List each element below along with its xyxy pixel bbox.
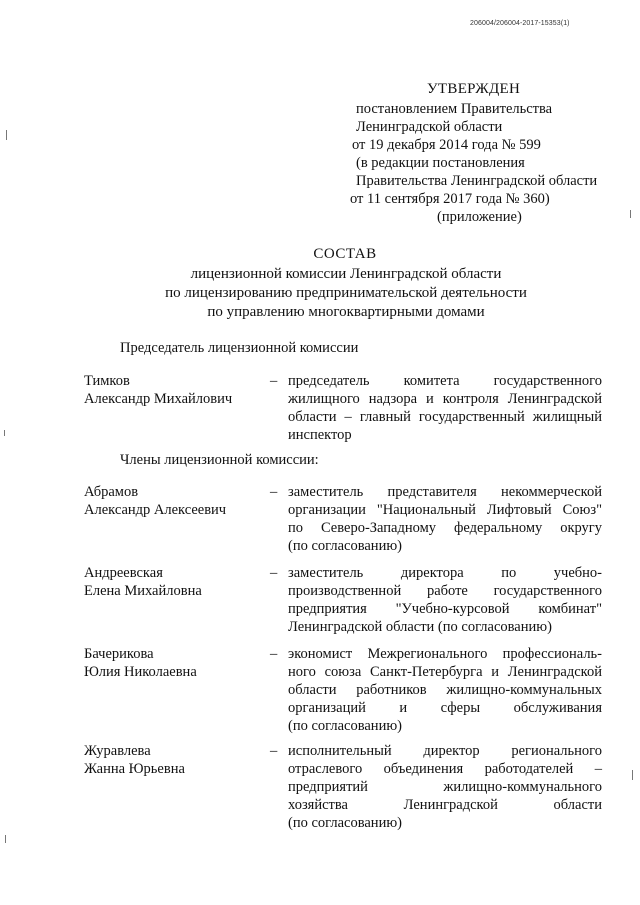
scan-artifact <box>630 210 631 218</box>
heading-title: СОСТАВ <box>313 246 377 262</box>
approved-line: Ленинградской области <box>356 119 503 135</box>
approved-line: Правительства Ленинградской области <box>356 173 598 189</box>
role-line: ного союза Санкт-Петербурга и Ленинградской <box>288 664 602 680</box>
role-line: хозяйства Ленинградской области <box>288 797 602 813</box>
person-given-names: Александр Михайлович <box>84 391 233 407</box>
dash-separator: – <box>270 373 278 389</box>
chair-section-label: Председатель лицензионной комиссии <box>120 340 359 356</box>
person-surname: Абрамов <box>84 484 139 500</box>
person-name <box>84 372 274 408</box>
person-name <box>84 645 274 681</box>
document-id: 206004/206004-2017-15353(1) <box>470 20 570 27</box>
scan-artifact <box>6 130 7 140</box>
person-surname: Андреевская <box>84 565 163 581</box>
scan-artifact <box>632 770 633 780</box>
person-role <box>288 372 602 444</box>
role-line: председатель комитета государственного <box>288 373 602 389</box>
role-line: отраслевого объединения работодателей – <box>288 761 602 777</box>
role-line: производственной работе государственного <box>288 583 602 599</box>
document-heading <box>0 246 640 322</box>
person-role <box>288 564 602 636</box>
dash-separator: – <box>270 565 278 581</box>
role-line: экономист Межрегионального профессиональ- <box>288 646 602 662</box>
role-line: (по согласованию) <box>288 538 402 554</box>
person-given-names: Елена Михайловна <box>84 583 202 599</box>
approved-line: от 11 сентября 2017 года № 360) <box>350 191 550 207</box>
scan-artifact <box>5 835 6 843</box>
role-line: организации "Национальный Лифтовый Союз" <box>288 502 602 518</box>
approved-line: (в редакции постановления <box>356 155 525 171</box>
role-line: предприятий жилищно-коммунального <box>288 779 602 795</box>
heading-line: по лицензированию предпринимательской деятельности <box>165 285 527 301</box>
approval-stamp-block <box>342 80 632 226</box>
person-role <box>288 645 602 735</box>
role-line: организаций и сферы обслуживания <box>288 700 602 716</box>
dash-separator: – <box>270 646 278 662</box>
person-name <box>84 742 274 778</box>
dash-separator: – <box>270 484 278 500</box>
role-line: предприятия "Учебно-курсовой комбинат" <box>288 601 602 617</box>
heading-line: лицензионной комиссии Ленинградской области <box>190 266 502 282</box>
approved-line: постановлением Правительства <box>356 101 553 117</box>
role-line: Ленинградской области (по согласованию) <box>288 619 552 635</box>
person-role <box>288 483 602 555</box>
role-line: инспектор <box>288 427 352 443</box>
role-line: области работников жилищно-коммунальных <box>288 682 602 698</box>
approved-line: от 19 декабря 2014 года № 599 <box>352 137 541 153</box>
person-surname: Тимков <box>84 373 130 389</box>
scan-artifact <box>4 430 5 436</box>
person-surname: Журавлева <box>84 743 151 759</box>
person-given-names: Юлия Николаевна <box>84 664 197 680</box>
role-line: (по согласованию) <box>288 718 402 734</box>
role-line: (по согласованию) <box>288 815 402 831</box>
role-line: заместитель директора по учебно- <box>288 565 602 581</box>
person-given-names: Александр Алексеевич <box>84 502 227 518</box>
person-name <box>84 564 274 600</box>
members-section-label: Члены лицензионной комиссии: <box>120 452 319 468</box>
person-given-names: Жанна Юрьевна <box>84 761 185 777</box>
heading-line: по управлению многоквартирными домами <box>207 304 485 320</box>
approved-line: (приложение) <box>437 209 522 225</box>
role-line: области – главный государственный жилищный <box>288 409 602 425</box>
person-surname: Бачерикова <box>84 646 154 662</box>
role-line: по Северо-Западному федеральному округу <box>288 520 602 536</box>
role-line: исполнительный директор регионального <box>288 743 602 759</box>
dash-separator: – <box>270 743 278 759</box>
approved-title: УТВЕРЖДЕН <box>427 81 521 97</box>
role-line: заместитель представителя некоммерческой <box>288 484 602 500</box>
person-role <box>288 742 602 832</box>
role-line: жилищного надзора и контроля Ленинградской <box>288 391 602 407</box>
person-name <box>84 483 274 519</box>
